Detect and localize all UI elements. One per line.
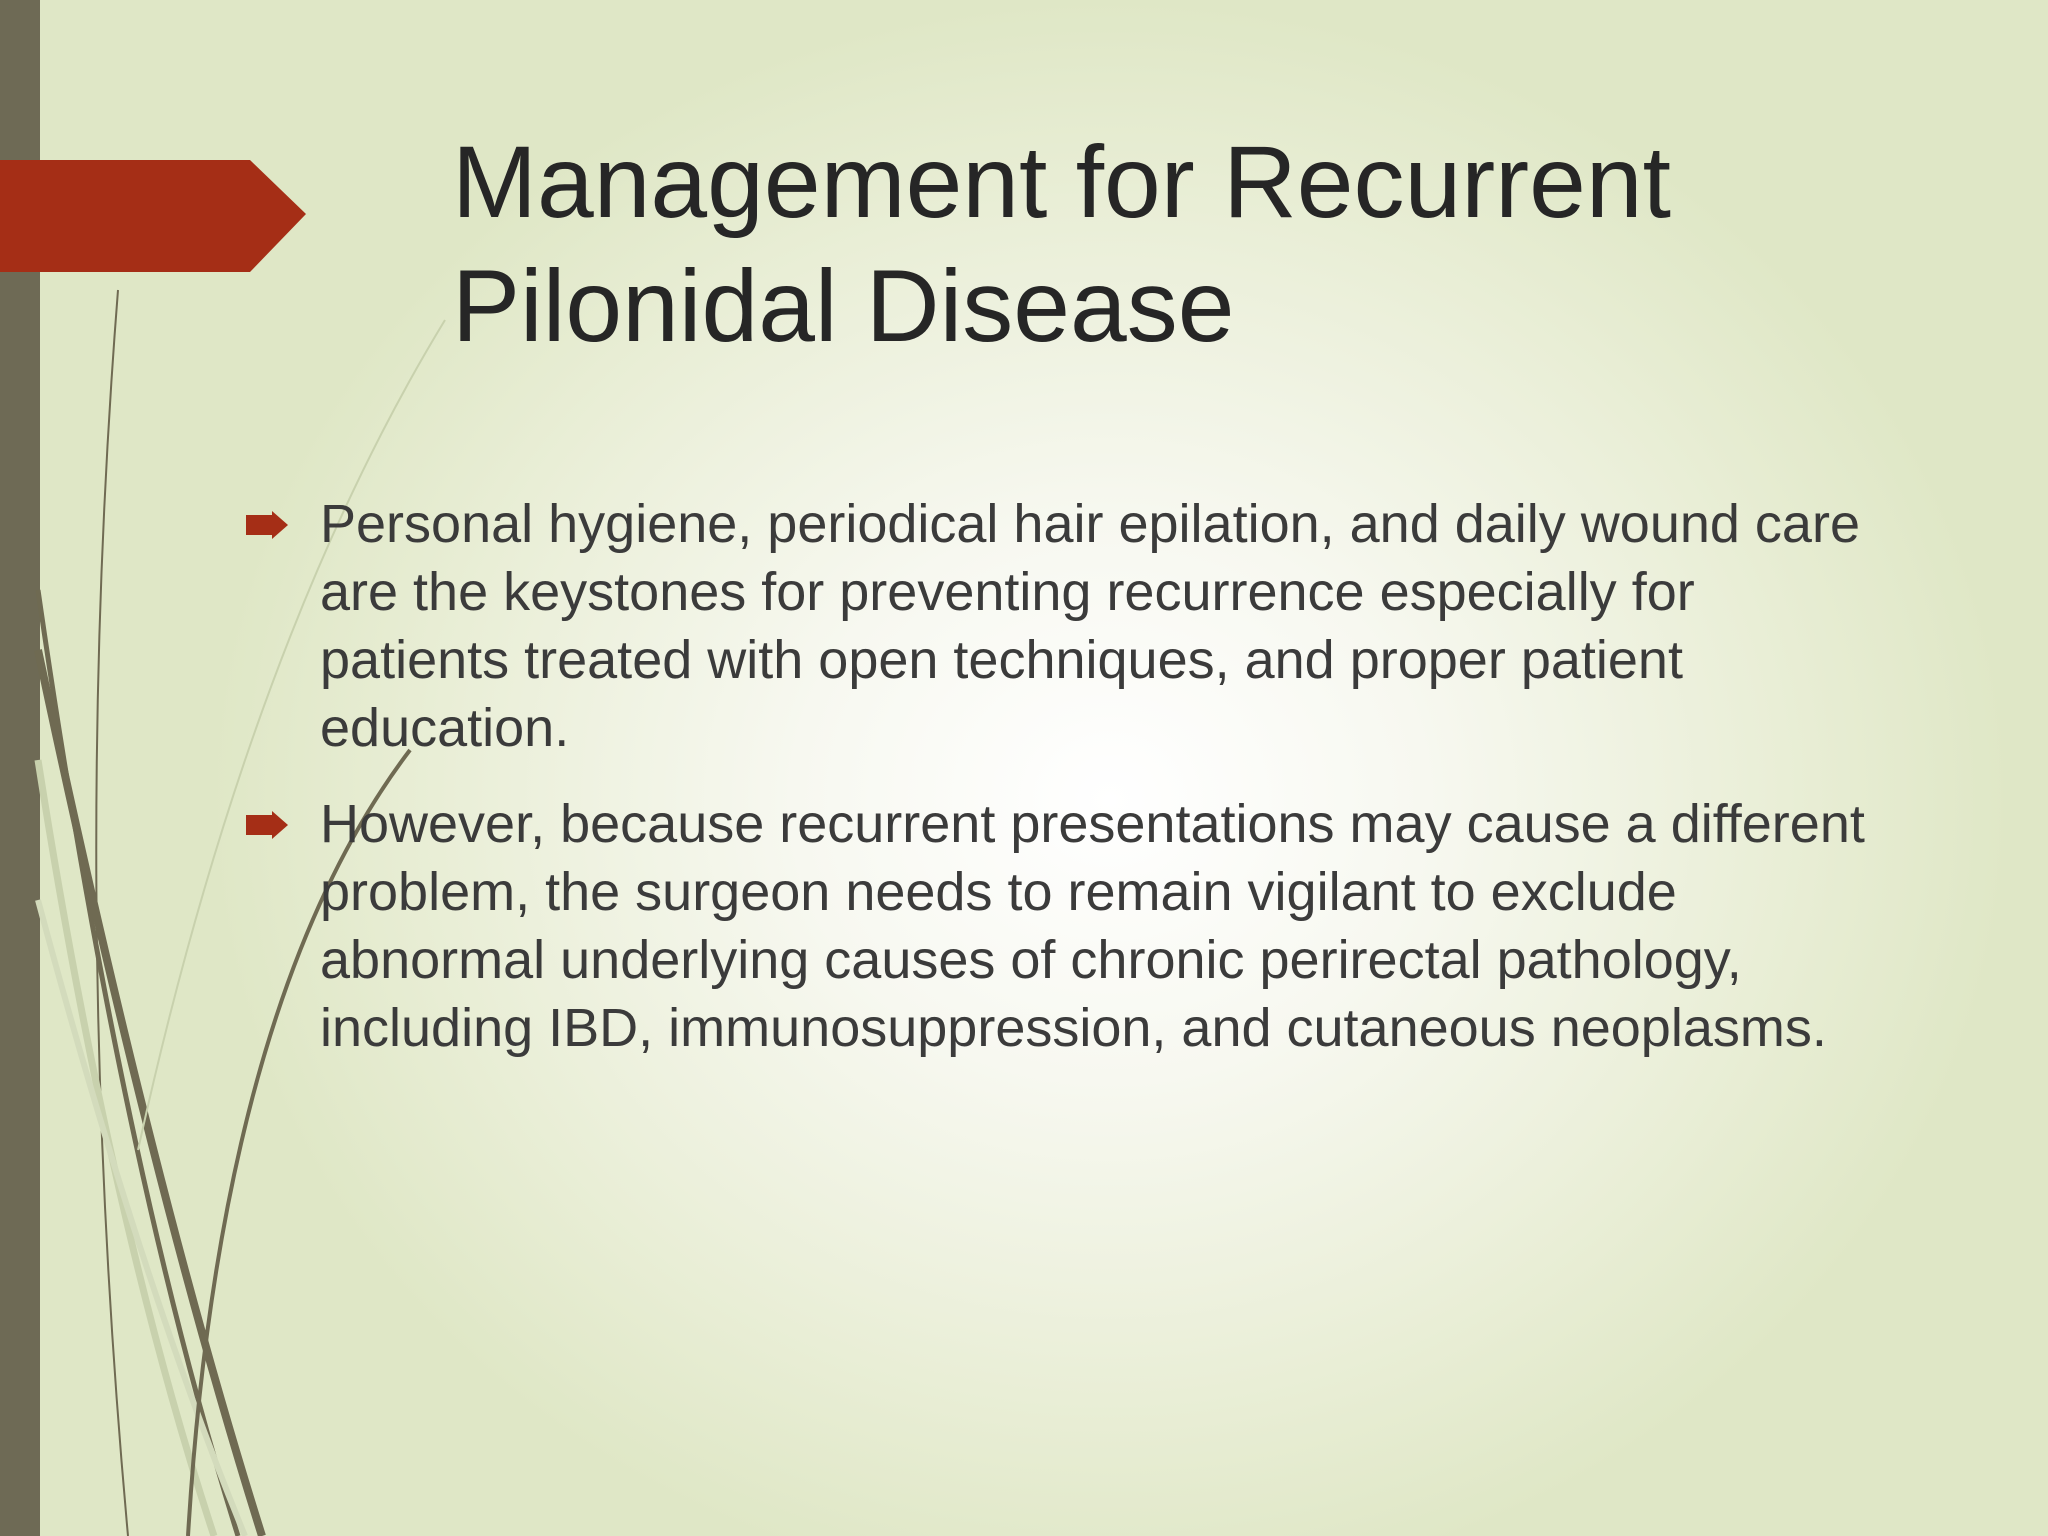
arrow-bullet-icon [246,811,288,839]
bullet-text: Personal hygiene, periodical hair epilation, and daily wound care are the keystones for preventing recurrence especially for patients treated with open techniques, and proper patient education. [320,494,1860,758]
bullet-list [246,490,1886,1090]
bullet-item [246,490,1886,762]
arrow-bullet-icon [246,511,288,539]
title-accent-arrow [0,160,306,272]
bullet-text: However, because recurrent presentations may cause a different problem, the surgeon needs to remain vigilant to exclude abnormal underlying causes of chronic perirectal pathology, including IBD, immunosuppression, and cutaneous neoplasms. [320,794,1865,1058]
bullet-item [246,790,1886,1062]
slide-title: Management for Recurrent Pilonidal Disease [452,125,1671,363]
